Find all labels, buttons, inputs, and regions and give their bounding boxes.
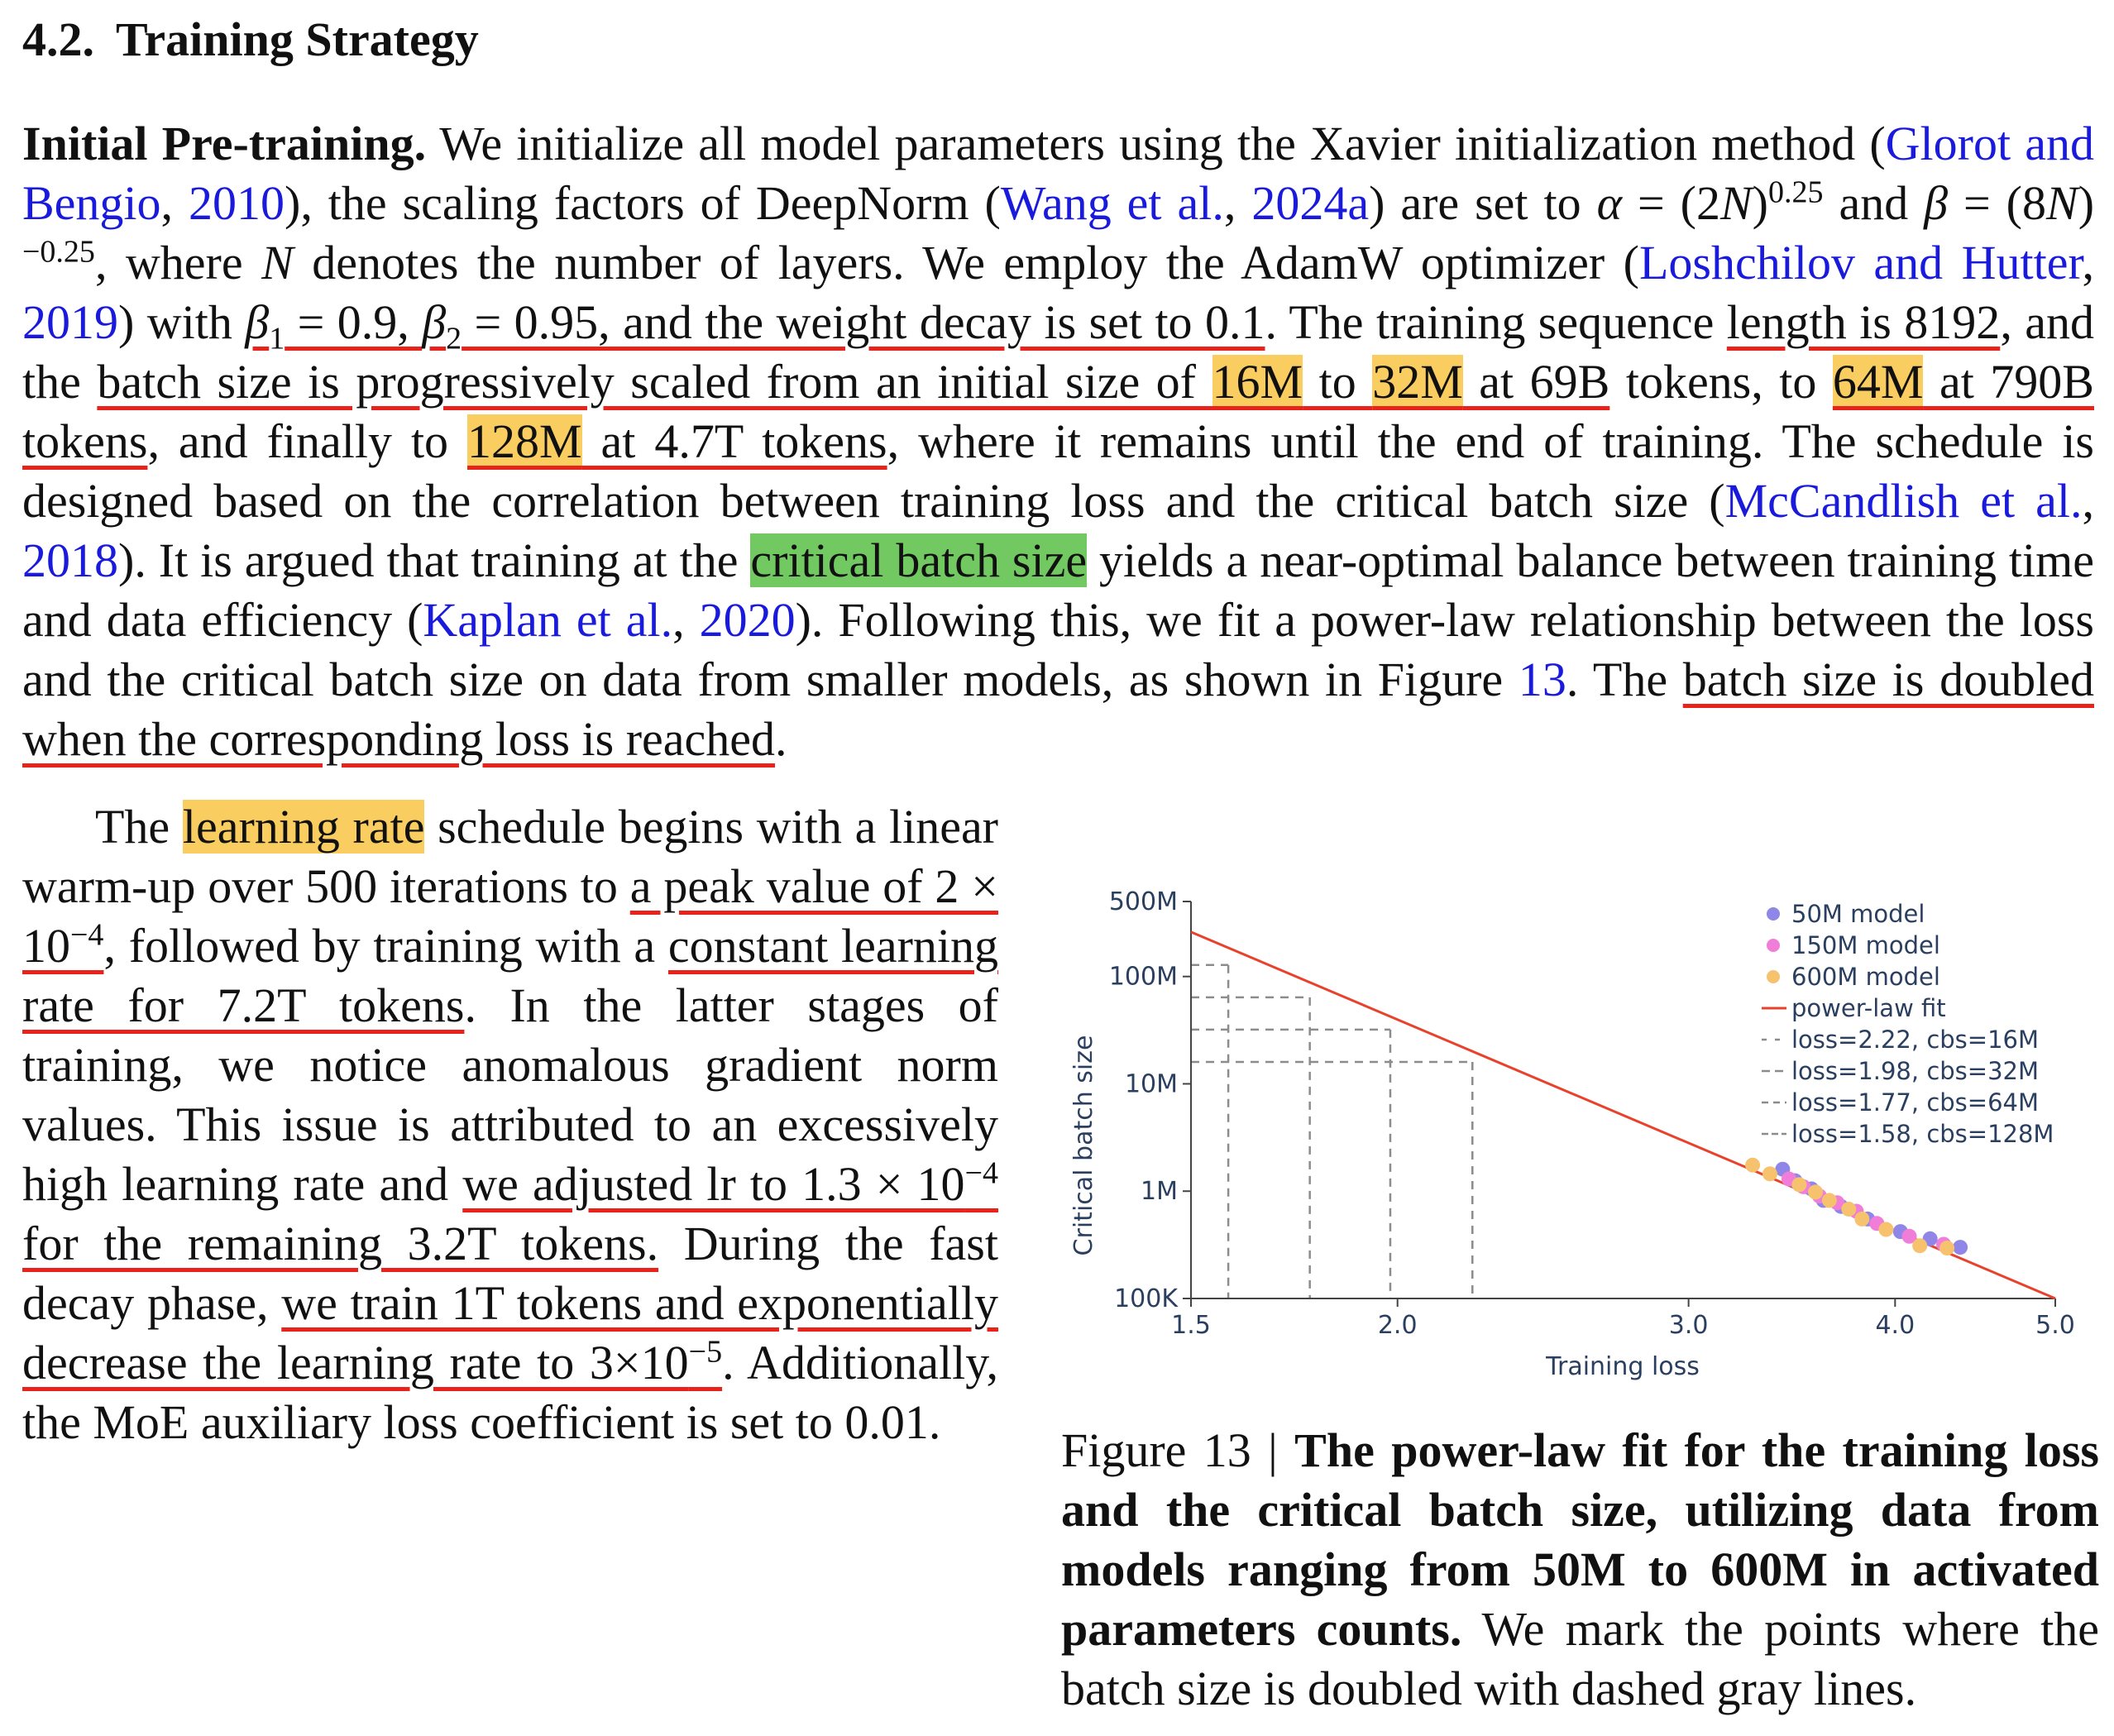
- figure-13-link[interactable]: 13: [1518, 653, 1566, 706]
- math: ): [1752, 176, 1768, 230]
- math: = (2: [1622, 176, 1720, 230]
- text: ). Following this, we fit a power-law relationship between the loss and the critical batch size on data from smaller models, as shown in Figure: [22, 593, 2095, 706]
- math: ): [2078, 176, 2095, 230]
- text: ), the scaling factors of DeepNorm (: [285, 176, 1001, 230]
- x-tick-label: 4.0: [1875, 1311, 1916, 1340]
- text: . Additionally, the MoE auxiliary loss coefficient is set to 0.01.: [22, 1336, 998, 1449]
- data-point: [1854, 1212, 1869, 1227]
- data-point: [1808, 1184, 1823, 1199]
- text: During the fast decay phase,: [22, 1217, 998, 1330]
- cite-authors: Glorot and Bengio: [22, 117, 2094, 230]
- y-tick-label: 10M: [1124, 1069, 1178, 1099]
- highlight-64m: 64M: [1832, 355, 1924, 409]
- legend-label: loss=1.58, cbs=128M: [1791, 1120, 2054, 1148]
- math-exponent: 0.25: [1767, 175, 1824, 210]
- data-point: [1841, 1202, 1856, 1217]
- data-point: [1953, 1240, 1968, 1255]
- text: ,: [1223, 176, 1252, 230]
- math-n: N: [261, 236, 294, 289]
- text: we adjusted lr to 1.3 × 10: [462, 1157, 965, 1211]
- figure-caption: [1061, 1421, 2099, 1719]
- x-tick-label: 3.0: [1668, 1311, 1709, 1340]
- underline-batch-doubled: batch size is doubled when the corresponding loss is reached: [22, 653, 2094, 766]
- text: .: [775, 712, 787, 766]
- text: , and the: [22, 295, 2094, 409]
- text: at 69B: [1462, 355, 1610, 409]
- text: . The: [1566, 653, 1683, 706]
- section-number: 4.2.: [22, 12, 94, 66]
- text: a peak value of 2 × 10: [22, 859, 999, 973]
- text: ) with: [118, 295, 246, 349]
- citation-glorot-year[interactable]: 2010: [189, 176, 285, 230]
- x-tick-label: 2.0: [1377, 1311, 1418, 1340]
- text: for the remaining 3.2T tokens.: [22, 1217, 659, 1270]
- text: , followed by training with a: [103, 919, 668, 973]
- text: yields a near-optimal balance between training time and data efficiency (: [22, 533, 2094, 647]
- legend-label: 150M model: [1791, 931, 1940, 959]
- data-point: [1762, 1166, 1777, 1181]
- citation-loshchilov-year[interactable]: 2019: [22, 295, 118, 349]
- data-point: [1822, 1193, 1837, 1208]
- text: ,: [672, 593, 700, 647]
- runin-heading: Initial Pre-training.: [22, 117, 427, 170]
- y-tick-label: 1M: [1141, 1177, 1178, 1207]
- legend-label: power-law fit: [1791, 994, 1946, 1022]
- text: ) are set to: [1369, 176, 1597, 230]
- text: and: [1823, 176, 1925, 230]
- text: = 0.95, and the weight decay is set to 0.1: [462, 295, 1265, 349]
- citation-wang-year[interactable]: 2024a: [1251, 176, 1370, 230]
- data-point: [1791, 1177, 1806, 1192]
- citation-kaplan-year[interactable]: 2020: [699, 593, 796, 647]
- text: ). It is argued that training at the: [118, 533, 751, 587]
- underline-constant-lr: constant learning rate for 7.2T tokens: [22, 919, 998, 1032]
- citation-mccandlish[interactable]: McCandlish et al.: [1724, 474, 2083, 528]
- legend-marker: [1767, 939, 1780, 952]
- underline-790b: at 790B tokens: [22, 355, 2094, 468]
- text: schedule begins with a linear warm-up over 500 iterations to: [22, 800, 998, 913]
- caption-text: We mark the points where the batch size is doubled with dashed gray lines.: [1061, 1602, 2099, 1715]
- highlight-32m: 32M: [1372, 355, 1463, 409]
- highlight-128m: 128M: [467, 414, 582, 468]
- citation-loshchilov[interactable]: Loshchilov and Hutter: [1638, 236, 2083, 289]
- math-exponent: −0.25: [22, 234, 95, 270]
- y-tick-label: 100M: [1108, 962, 1178, 992]
- math: = (8: [1948, 176, 2046, 230]
- text: ,: [2082, 236, 2095, 289]
- legend-marker: [1767, 970, 1780, 983]
- underline-4-7t: at 4.7T tokens: [581, 414, 887, 468]
- underline-batch-schedule: [97, 355, 1609, 409]
- text: , where it remains until the end of training. The schedule is designed based on the correlation between training loss and the critical batch size (: [22, 414, 2094, 528]
- math-beta: β: [245, 295, 270, 349]
- paragraph-learning-rate: [22, 797, 998, 1452]
- legend-marker: [1767, 907, 1780, 921]
- legend-label: 600M model: [1791, 963, 1940, 991]
- caption-label: Figure 13 |: [1061, 1423, 1295, 1477]
- math-subscript: 2: [446, 321, 462, 356]
- citation-kaplan[interactable]: Kaplan et al.: [423, 593, 673, 647]
- text: ,: [160, 176, 189, 230]
- highlight-learning-rate: learning rate: [182, 800, 425, 854]
- section-title: Training Strategy: [116, 12, 479, 66]
- x-tick-label: 1.5: [1171, 1311, 1211, 1340]
- legend-label: 50M model: [1791, 900, 1925, 928]
- y-tick-label: 500M: [1108, 887, 1178, 916]
- legend-label: loss=2.22, cbs=16M: [1791, 1026, 2040, 1054]
- section-heading: [22, 12, 479, 67]
- highlight-16m: 16M: [1212, 355, 1303, 409]
- caption-bold: The power-law fit for the training loss and the critical batch size, utilizing data from models ranging from 50M to 600M in activated parameters counts.: [1061, 1423, 2099, 1656]
- text: to: [1303, 355, 1373, 409]
- math-exponent: −4: [964, 1155, 998, 1191]
- math-beta: β: [422, 295, 447, 349]
- text: We initialize all model parameters using the Xavier initialization method (: [439, 117, 1886, 170]
- math-exponent: −4: [70, 917, 104, 953]
- text: = 0.9,: [285, 295, 423, 349]
- math-beta: β: [1924, 176, 1949, 230]
- text: , where: [94, 236, 262, 289]
- underline-optimizer-settings: [245, 295, 1265, 356]
- underline-sequence-length: length is 8192: [1726, 295, 2001, 349]
- math-exponent: −5: [688, 1334, 723, 1370]
- y-tick-label: 100K: [1114, 1284, 1178, 1313]
- text: . In the latter stages of training, we notice anomalous gradient norm values. This issue is attributed to an excessively high learning rate and: [22, 978, 998, 1211]
- paragraph-initial-pretraining: [22, 114, 2094, 769]
- text: tokens, to: [1609, 355, 1833, 409]
- y-axis-label: Critical batch size: [1069, 1035, 1098, 1256]
- text: The: [95, 800, 183, 854]
- x-axis-label: Training loss: [1546, 1352, 1700, 1381]
- marker-lines: [1191, 965, 1472, 1298]
- legend-label: loss=1.98, cbs=32M: [1791, 1057, 2040, 1085]
- text: denotes the number of layers. We employ the AdamW optimizer (: [293, 236, 1639, 289]
- legend: [1762, 900, 2054, 1148]
- text: we train 1T tokens and exponentially decrease the learning rate to 3×10: [22, 1276, 998, 1389]
- data-point: [1939, 1241, 1954, 1255]
- math-n: N: [2046, 176, 2078, 230]
- data-point: [1912, 1238, 1927, 1253]
- data-point: [1745, 1158, 1760, 1173]
- figure-13-chart: [1034, 860, 2109, 1389]
- points-layer: [1745, 1158, 1968, 1255]
- math-n: N: [1719, 176, 1753, 230]
- text: ,: [2082, 474, 2094, 528]
- chart-svg: [1034, 860, 2109, 1389]
- text: batch size is progressively scaled from an initial size of: [97, 355, 1212, 409]
- text: , and finally to: [147, 414, 468, 468]
- legend-label: loss=1.77, cbs=64M: [1791, 1088, 2040, 1117]
- highlight-critical-batch-size: critical batch size: [750, 533, 1088, 587]
- x-tick-label: 5.0: [2035, 1311, 2075, 1340]
- citation-wang[interactable]: Wang et al.: [1000, 176, 1224, 230]
- data-point: [1878, 1222, 1893, 1237]
- citation-mccandlish-year[interactable]: 2018: [22, 533, 118, 587]
- math-alpha: α: [1596, 176, 1623, 230]
- text: . The training sequence: [1265, 295, 1727, 349]
- math-subscript: 1: [269, 321, 285, 356]
